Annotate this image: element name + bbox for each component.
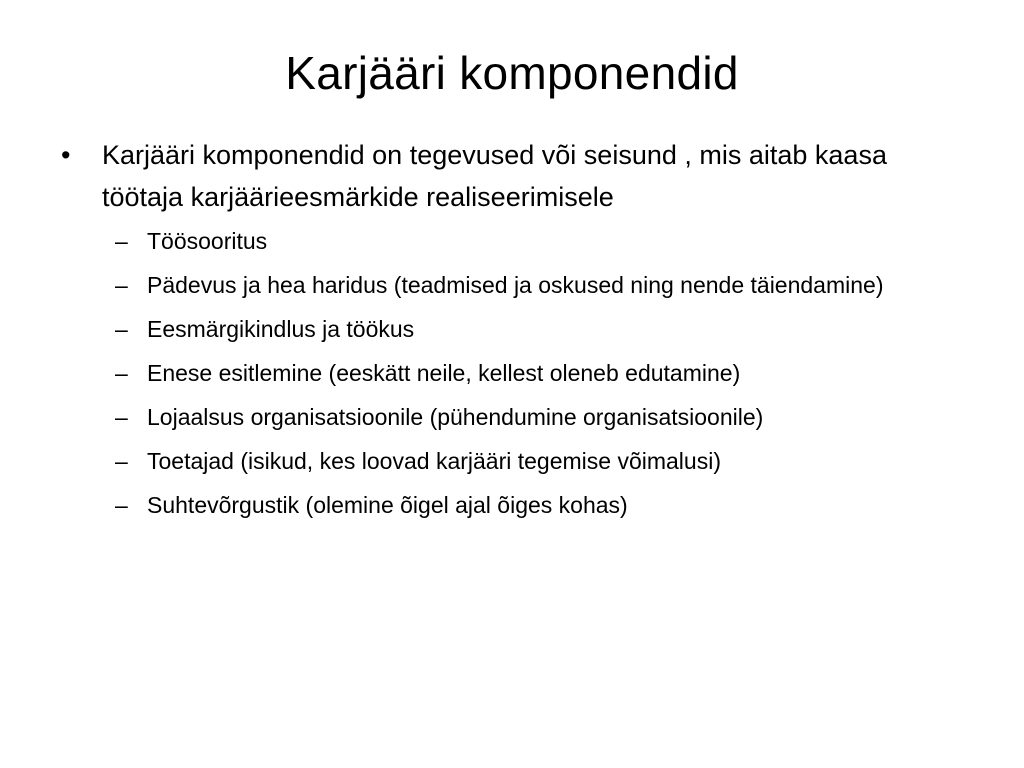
dash-icon: – <box>115 404 128 430</box>
slide-body <box>55 134 955 534</box>
dash-icon: – <box>115 272 128 298</box>
sub-bullet-item <box>55 358 967 389</box>
sub-bullet-text: Toetajad (isikud, kes loovad karjääri tegemise võimalusi) <box>147 448 721 474</box>
dash-icon: – <box>115 316 128 342</box>
sub-bullet-text: Pädevus ja hea haridus (teadmised ja oskused ning nende täiendamine) <box>147 272 884 298</box>
sub-bullet-text: Suhtevõrgustik (olemine õigel ajal õiges kohas) <box>147 492 628 518</box>
slide-title: Karjääri komponendid <box>285 47 739 99</box>
sub-bullet-list <box>55 226 955 521</box>
sub-bullet-item <box>55 314 967 345</box>
sub-bullet-item <box>55 270 967 301</box>
dash-icon: – <box>115 228 128 254</box>
sub-bullet-item <box>55 402 967 433</box>
sub-bullet-text: Enese esitlemine (eeskätt neile, kellest oleneb edutamine) <box>147 360 741 386</box>
sub-bullet-text: Lojaalsus organisatsioonile (pühendumine organisatsioonile) <box>147 404 764 430</box>
dash-icon: – <box>115 360 128 386</box>
dash-icon: – <box>115 492 128 518</box>
sub-bullet-item <box>55 490 967 521</box>
sub-bullet-item <box>55 446 967 477</box>
sub-bullet-item <box>55 226 967 257</box>
dash-icon: – <box>115 448 128 474</box>
sub-bullet-text: Eesmärgikindlus ja töökus <box>147 316 415 342</box>
bullet-icon: • <box>61 140 71 170</box>
main-bullet-text: Karjääri komponendid on tegevused või seisund , mis aitab kaasa töötaja karjäärieesmärkide realiseerimisele <box>102 140 887 212</box>
main-bullet <box>55 134 955 218</box>
sub-bullet-text: Töösooritus <box>147 228 268 254</box>
